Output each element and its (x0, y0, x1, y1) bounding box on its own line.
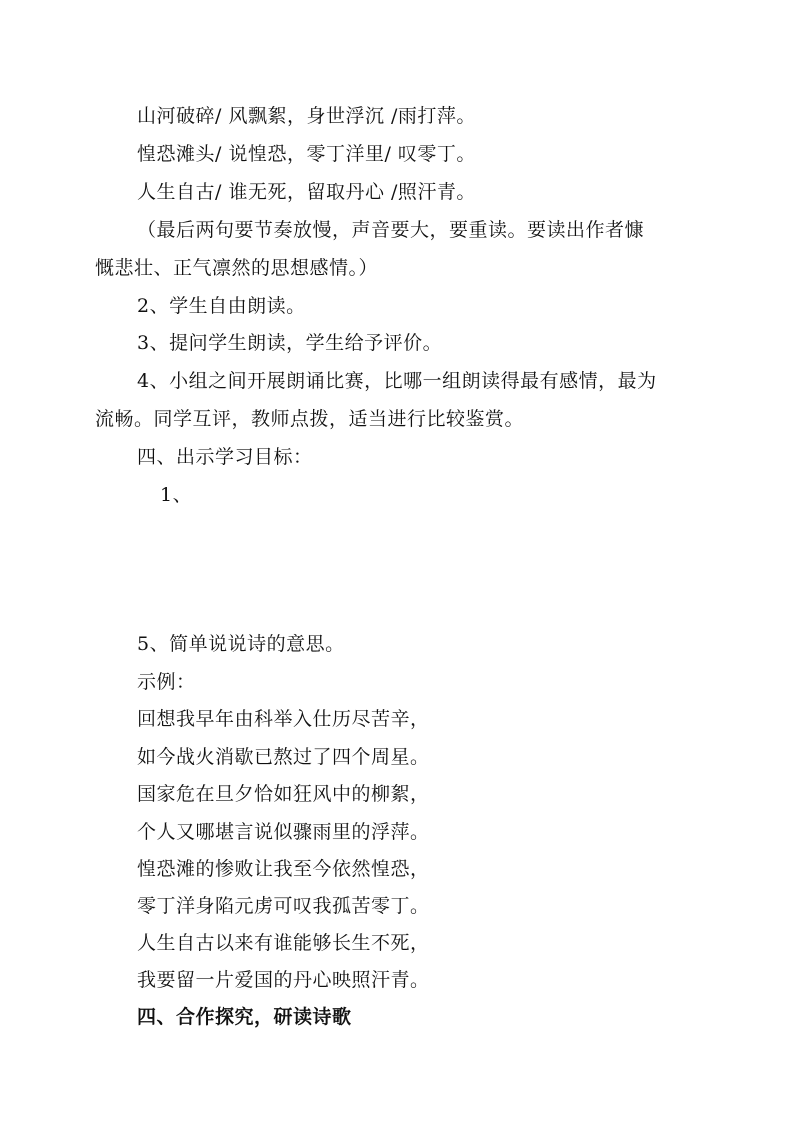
translation-line-1: 回想我早年由科举入仕历尽苦辛， (137, 708, 430, 730)
rhythm-line-2: 惶恐滩头/ 说惶恐，零丁洋里/ 叹零丁。 (137, 143, 476, 165)
step-2: 2、学生自由朗读。 (137, 295, 306, 317)
translation-line-3: 国家危在旦夕恰如狂风中的柳絮， (137, 783, 430, 805)
rhythm-line-1: 山河破碎/ 风飘絮，身世浮沉 /雨打萍。 (137, 105, 476, 127)
step-4-line-1: 4、小组之间开展朗诵比赛，比哪一组朗读得最有感情，最为 (137, 370, 657, 392)
section-4-title: 四、出示学习目标： (137, 446, 313, 468)
translation-line-6: 零丁洋身陷元虏可叹我孤苦零丁。 (137, 895, 430, 917)
translation-line-5: 惶恐滩的惨败让我至今依然惶恐， (137, 858, 430, 880)
reading-note-line-1: （最后两句要节奏放慢，声音要大，要重读。要读出作者慷 (137, 219, 645, 241)
example-label: 示例： (137, 671, 196, 693)
step-5: 5、简单说说诗的意思。 (137, 633, 345, 655)
rhythm-line-3: 人生自古/ 谁无死，留取丹心 /照汗青。 (137, 181, 476, 203)
step-3: 3、提问学生朗读，学生给予评价。 (137, 332, 443, 354)
translation-line-7: 人生自古以来有谁能够长生不死， (137, 932, 430, 954)
translation-line-8: 我要留一片爱国的丹心映照汗青。 (137, 969, 430, 991)
translation-line-4: 个人又哪堪言说似骤雨里的浮萍。 (137, 821, 430, 843)
section-4b-title: 四、合作探究，研读诗歌 (137, 1006, 352, 1028)
reading-note-line-2: 慨悲壮、正气凛然的思想感情。） (95, 257, 379, 279)
goal-1: 1、 (160, 484, 193, 506)
step-4-line-2: 流畅。同学互评，教师点拨，适当进行比较鉴赏。 (95, 408, 525, 430)
translation-line-2: 如今战火消歇已熬过了四个周星。 (137, 746, 430, 768)
